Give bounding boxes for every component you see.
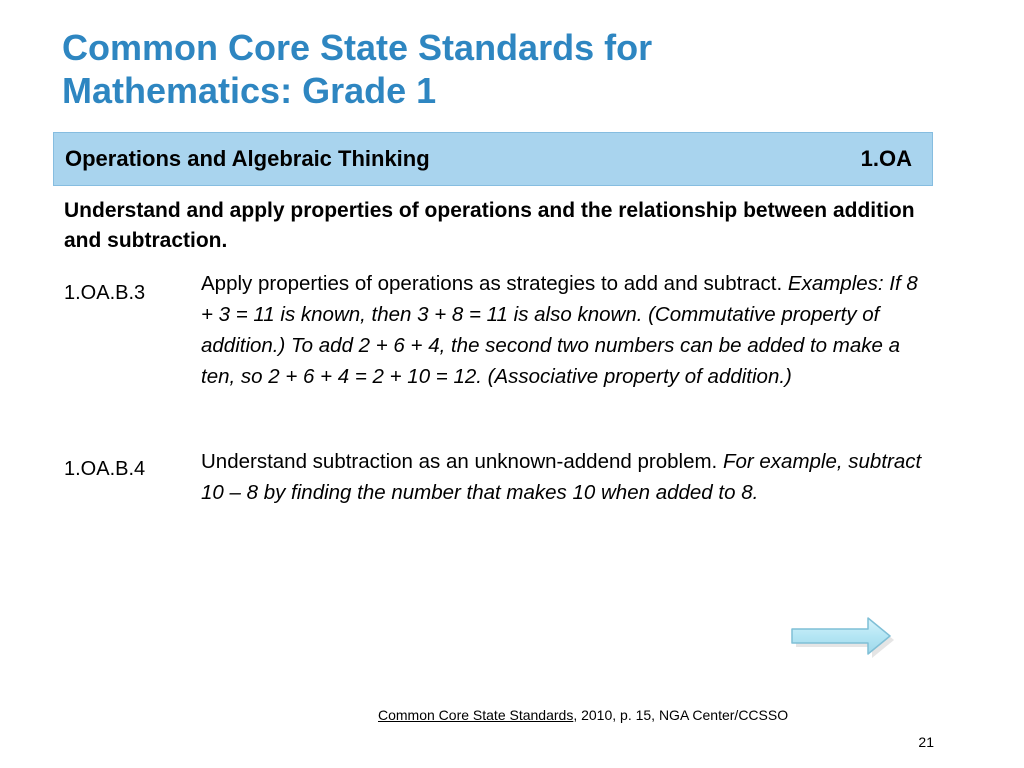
standard-statement: Understand subtraction as an unknown-addend problem. [201,450,718,473]
standard-description [201,446,926,508]
right-arrow-icon [788,614,900,662]
next-slide-button[interactable] [788,614,900,662]
standard-example: Examples: If 8 + 3 = 11 is known, then 3 + 8 = 11 is also known. (Commutative property of addition.) To add 2 + 6 + 4, the second two numbers can be added to make a ten, so 2 + 6 + 4 = 2 + 10 = 12. (Associative property of addition.) [201,272,918,388]
standard-code: 1.OA.B.3 [64,282,146,304]
slide-title-line-2: Mathematics: Grade 1 [62,70,437,111]
domain-header [53,132,933,186]
domain-name: Operations and Algebraic Thinking [65,146,430,171]
citation-details: , 2010, p. 15, NGA Center/CCSSO [573,707,789,723]
standard-statement: Apply properties of operations as strategies to add and subtract. [201,272,783,295]
standard-description [201,268,926,392]
standard-code: 1.OA.B.4 [64,458,146,480]
citation [378,706,788,724]
slide-title [62,26,962,112]
page-number: 21 [918,734,934,750]
citation-link[interactable]: Common Core State Standards [378,707,574,723]
standard-example: For example, subtract 10 – 8 by finding the number that makes 10 when added to 8. [201,450,922,504]
domain-code: 1.OA [860,146,912,171]
cluster-heading: Understand and apply properties of operations and the relationship between addition and subtraction. [64,199,915,252]
slide-title-line-1: Common Core State Standards for [62,27,653,68]
